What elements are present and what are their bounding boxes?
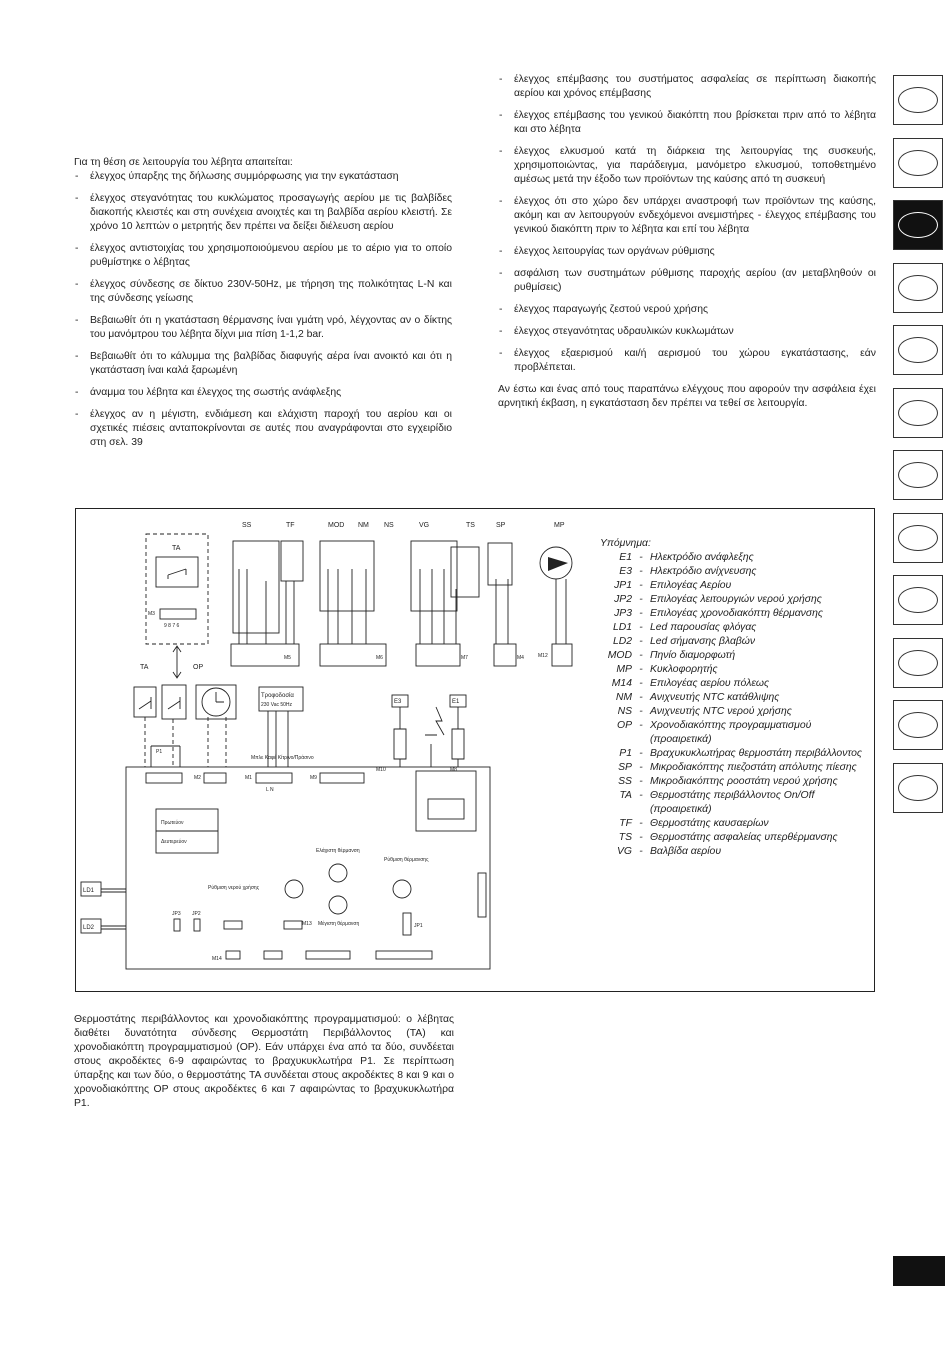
oval-icon [898,525,938,551]
label-power-spec: 230 Vac 50Hz [261,702,293,708]
legend-entry [600,845,870,859]
label-ld2: LD2 [83,925,95,931]
label-min-heating: Ελάχιστη θέρμανση [316,848,360,854]
list-item: - έλεγχος λειτουργίας των οργάνων ρύθμισης [498,245,876,259]
legend-code: M14 [611,678,632,689]
label-mp: MP [554,522,565,529]
legend-code: MP [616,664,632,675]
legend-dash: - [639,580,643,591]
legend-desc: Βραχυκυκλωτήρας θερμοστάτη περιβάλλοντος [650,748,862,759]
label-ns: NS [384,522,394,529]
legend-desc: Ηλεκτρόδιο ανάφλεξης [650,552,754,563]
legend-dash: - [639,720,643,731]
legend-dash: - [639,678,643,689]
label-m10: M10 [376,767,386,773]
thermostat-note: Θερμοστάτης περιβάλλοντος και χρονοδιακόπτης προγραμματισμού: ο λέβητας διαθέτει δυνατότητα σύνδεσης Θερμοστάτη Περιβάλλοντος (TA) και χρονοδιακόπτη προγραμματισμού (OP). Εάν υπάρχει ένα από τα δύο, συνδέεται στους ακροδέκτες 6-9 αφαιρώντας το βραχυκυκλωτήρα P1. Σε περίπτωση ύπαρξης και των δύο, ο θερμοστάτης TA συνδέεται στους ακροδέκτες 8 και 9 και ο χρονοδιακόπτης OP στους ακροδέκτες 6 και 7 αφαιρώντας το βραχυκυκλωτήρα P1. [74,1014,454,1110]
legend-entry [600,705,870,719]
m3-top-terminal [160,609,196,619]
list-item: - έλεγχος παραγωγής ζεστού νερού χρήσης [498,303,876,317]
legend-entry [600,565,870,579]
label-power: Τροφοδοσία [261,693,294,699]
legend-desc: Κυκλοφορητής [650,664,718,675]
label-power-wires: Μπλε Καφέ Κίτρινο/Πράσινο [251,755,314,761]
legend-code: LD2 [612,636,632,647]
list-item: - έλεγχος αν η μέγιστη, ενδιάμεση και ελάχιστη παροχή του αερίου και οι σχετικές πιέσεις ανταποκρίνονται σε αυτές που αναγράφονται στο εγχειρίδιο στη σελ. 39 [74,408,452,450]
legend-code: OP [616,720,632,731]
legend-dash: - [639,748,643,759]
legend-dash: - [639,790,643,801]
label-ss: SS [242,522,252,529]
legend-desc: Ανιχνευτής NTC κατάθλιψης [650,692,780,703]
label-op: OP [193,664,204,671]
legend-entry [600,649,870,663]
label-vg: VG [419,522,430,529]
m12-connector [552,644,572,666]
label-m2: M2 [194,775,201,781]
legend-entry [600,831,870,845]
legend [600,537,870,859]
label-ld1: LD1 [83,888,95,894]
section-tab[interactable] [893,263,943,313]
legend-code: NS [617,706,632,717]
list-item: - έλεγχος επέμβασης του συστήματος ασφαλείας σε περίπτωση διακοπής αερίου και χρόνος επέμβασης [498,73,876,101]
legend-desc: Επιλογέας αερίου πόλεως [650,678,770,689]
legend-desc: Μικροδιακόπτης ροοστάτη νερού χρήσης [650,776,838,787]
legend-code: SP [618,762,632,773]
legend-rows [600,551,870,859]
legend-dash: - [639,692,643,703]
legend-desc: Επιλογέας Αερίου [650,580,732,591]
label-m14: M14 [212,956,222,962]
legend-dash: - [639,552,643,563]
legend-entry [600,691,870,705]
label-m5: M5 [284,655,291,661]
legend-entry [600,775,870,789]
label-mod: MOD [328,522,345,529]
label-tf: TF [286,522,295,529]
legend-entry [600,607,870,621]
section-tab[interactable] [893,763,943,813]
legend-code: E1 [619,552,632,563]
m7-connector [416,644,460,666]
legend-code: E3 [619,566,632,577]
legend-desc: Θερμοστάτης ασφαλείας υπερθέρμανσης [650,832,838,843]
label-e3: E3 [394,699,402,705]
legend-code: VG [616,846,632,857]
list-item: - έλεγχος επέμβασης του γενικού διακόπτη που βρίσκεται πριν από το λέβητα και στο λέβητα [498,109,876,137]
legend-desc: Βαλβίδα αερίου [650,846,722,857]
legend-dash: - [639,566,643,577]
legend-dash: - [639,664,643,675]
list-item: - έλεγχος στεγανότητας υδραυλικών κυκλωμάτων [498,325,876,339]
oval-icon [898,400,938,426]
label-dhw-adjust: Ρύθμιση νερού χρήσης [208,885,260,891]
label-primary: Πρωτεύον [161,820,184,826]
right-column [498,73,876,411]
oval-icon [898,775,938,801]
ss-component [233,541,279,633]
left-column [74,156,452,458]
legend-entry [600,593,870,607]
oval-icon [898,275,938,301]
legend-entry [600,663,870,677]
legend-desc: Ηλεκτρόδιο ανίχνευσης [650,566,757,577]
right-checklist [498,73,876,375]
list-item: - έλεγχος σύνδεσης σε δίκτυο 230V-50Hz, με τήρηση της πολικότητας L-N και της σύνδεσης γείωσης [74,278,452,306]
label-jp1: JP1 [414,923,423,929]
legend-desc: Ανιχνευτής NTC νερού χρήσης [650,706,792,717]
main-control-board [126,767,490,969]
legend-desc: Επιλογέας χρονοδιακόπτη θέρμανσης [650,608,823,619]
list-item: - έλεγχος αντιστοιχίας του χρησιμοποιούμενου αερίου με το αέριο για το οποίο ρυθμίστηκε ο λέβητας [74,242,452,270]
legend-code: P1 [619,748,632,759]
legend-desc: Θερμοστάτης καυσαερίων [650,818,769,829]
section-tab[interactable] [893,75,943,125]
legend-title: Υπόμνημα: [600,538,651,549]
legend-dash: - [639,622,643,633]
legend-code: JP1 [614,580,632,591]
legend-code: NM [615,692,632,703]
legend-desc: Θερμοστάτης περιβάλλοντος On/Off (προαιρετικά) [650,790,815,815]
vg-component [411,541,457,611]
oval-icon [898,650,938,676]
legend-code: JP2 [614,594,632,605]
label-ln: L N [266,787,274,793]
label-nm: NM [358,522,369,529]
legend-entry [600,551,870,565]
legend-dash: - [639,706,643,717]
oval-icon [898,212,938,238]
list-item: - Βεβαιωθίτ ότι το κάλυμμα της βαλβίδας διαφυγής αέρα ίναι ανοικτό και ότι η γκατάσταση ίναι καλά ξαρωμένη [74,350,452,378]
label-m9: M9 [310,775,317,781]
section-tab[interactable] [893,200,943,250]
legend-dash: - [639,608,643,619]
sp-component [488,543,512,585]
section-tab[interactable] [893,325,943,375]
legend-entry [600,747,870,761]
label-secondary: Δευτερεύον [161,839,187,845]
legend-dash: - [639,650,643,661]
legend-dash: - [639,776,643,787]
legend-code: SS [618,776,632,787]
legend-desc: Χρονοδιακόπτης προγραμματισμού (προαιρετικά) [650,720,812,745]
legend-code: MOD [607,650,632,661]
left-intro: Για τη θέση σε λειτουργία του λέβητα απαιτείται: [74,157,293,168]
legend-desc: Led παρουσίας φλόγας [650,622,757,633]
legend-dash: - [639,636,643,647]
legend-entry [600,677,870,691]
legend-dash: - [639,846,643,857]
closing-note: Αν έστω και ένας από τους παραπάνω ελέγχους που αφορούν την ασφάλεια έχει αρνητική έκβαση, η εγκατάσταση δεν πρέπει να τεθεί σε λειτουργία. [498,384,876,409]
oval-icon [898,462,938,488]
list-item: - ασφάλιση των συστημάτων ρύθμισης παροχής αερίου (αν μεταβληθούν οι ρυθμίσεις) [498,267,876,295]
list-item: - έλεγχος ελκυσμού κατά τη διάρκεια της λειτουργίας της συσκευής, χρησιμοποιώντας, για παράδειγμα, μανόμετρο ελκυσμού, τοποθετημένο αμέσως μετά την έξοδο των προϊόντων της καύσης από τη συσκευή [498,145,876,187]
legend-code: TS [618,832,632,843]
list-item: - έλεγχος ότι στο χώρο δεν υπάρχει αναστροφή των προϊόντων της καύσης, ακόμη και αν λειτουργούν ενδεχόμενοι ανεμιστήρες - έλεγχος επέμβασης του γενικού διακόπτη πριν το λέβητα και επί του λέβητα [498,195,876,237]
label-ts: TS [466,522,475,529]
label-heating-adjust: Ρύθμιση θέρμανσης [384,857,429,863]
legend-entry [600,579,870,593]
label-ta-box: TA [172,545,181,552]
section-tab[interactable] [893,513,943,563]
m4-connector [494,644,516,666]
label-m8: M8 [450,767,457,773]
list-item: - Βεβαιωθίτ ότι η γκατάσταση θέρμανσης ίναι γμάτη νρό, λέγχοντας αν ο δίκτης του μανόμτρου του λέβητα δίχνι μια πίση 1-1,2 bar. [74,314,452,342]
oval-icon [898,587,938,613]
legend-desc: Led σήμανσης βλαβών [650,636,756,647]
label-m1: M1 [245,775,252,781]
section-tab[interactable] [893,138,943,188]
section-tab[interactable] [893,450,943,500]
oval-icon [898,87,938,113]
label-m12: M12 [538,653,548,659]
list-item: - άναμμα του λέβητα και έλεγχος της σωστής ανάφλεξης [74,386,452,400]
oval-icon [898,337,938,363]
legend-entry [600,761,870,775]
left-checklist [74,170,452,450]
legend-code: LD1 [612,622,632,633]
legend-code: JP3 [614,608,632,619]
label-m6: M6 [376,655,383,661]
page-number-block [893,1256,945,1286]
tf-component [281,541,303,581]
ts-component [451,547,479,597]
wiring-diagram [75,508,875,992]
ignition-transformer [416,771,476,831]
legend-code: TF [619,818,632,829]
section-tab[interactable] [893,388,943,438]
label-jp2: JP2 [192,911,201,917]
list-item: - έλεγχος εξαερισμού και/ή αερισμού του χώρου εγκατάστασης, εάν προβλέπεται. [498,347,876,375]
list-item: - έλεγχος ύπαρξης της δήλωσης συμμόρφωσης για την εγκατάσταση [74,170,452,184]
label-m7: M7 [461,655,468,661]
label-m3-terminals: 9 8 7 6 [164,623,180,629]
legend-entry [600,621,870,635]
list-item: - έλεγχος στεγανότητας του κυκλώματος προσαγωγής αερίου με τις βαλβίδες διακοπής κλειστές και στη συνέχεια ανοιχτές και τη βαλβίδα αερίου κλειστή. Σε χρόνο 10 λεπτών ο μετρητής δεν πρέπει να δείξει διέλευση αερίου [74,192,452,234]
label-sp: SP [496,522,506,529]
legend-desc: Μικροδιακόπτης πιεζοστάτη απόλυτης πίεσης [650,762,857,773]
label-max-heating: Μέγιστη θέρμανση [318,921,360,927]
legend-entry [600,817,870,831]
section-tab[interactable] [893,700,943,750]
label-m3: M3 [148,611,155,617]
legend-dash: - [639,594,643,605]
legend-code: TA [619,790,632,801]
label-p1: P1 [156,749,163,755]
legend-dash: - [639,762,643,773]
legend-dash: - [639,818,643,829]
section-tab[interactable] [893,575,943,625]
oval-icon [898,712,938,738]
label-m4: M4 [517,655,524,661]
label-e1: E1 [452,699,460,705]
oval-icon [898,150,938,176]
legend-desc: Επιλογέας λειτουργιών νερού χρήσης [650,594,822,605]
label-ta: TA [140,664,149,671]
legend-entry [600,635,870,649]
label-m13: M13 [302,921,312,927]
legend-entry [600,789,870,817]
section-tab[interactable] [893,638,943,688]
legend-dash: - [639,832,643,843]
legend-entry [600,719,870,747]
legend-desc: Πηνίο διαμορφωτή [650,650,736,661]
section-tabs [893,75,943,825]
label-jp3: JP3 [172,911,181,917]
